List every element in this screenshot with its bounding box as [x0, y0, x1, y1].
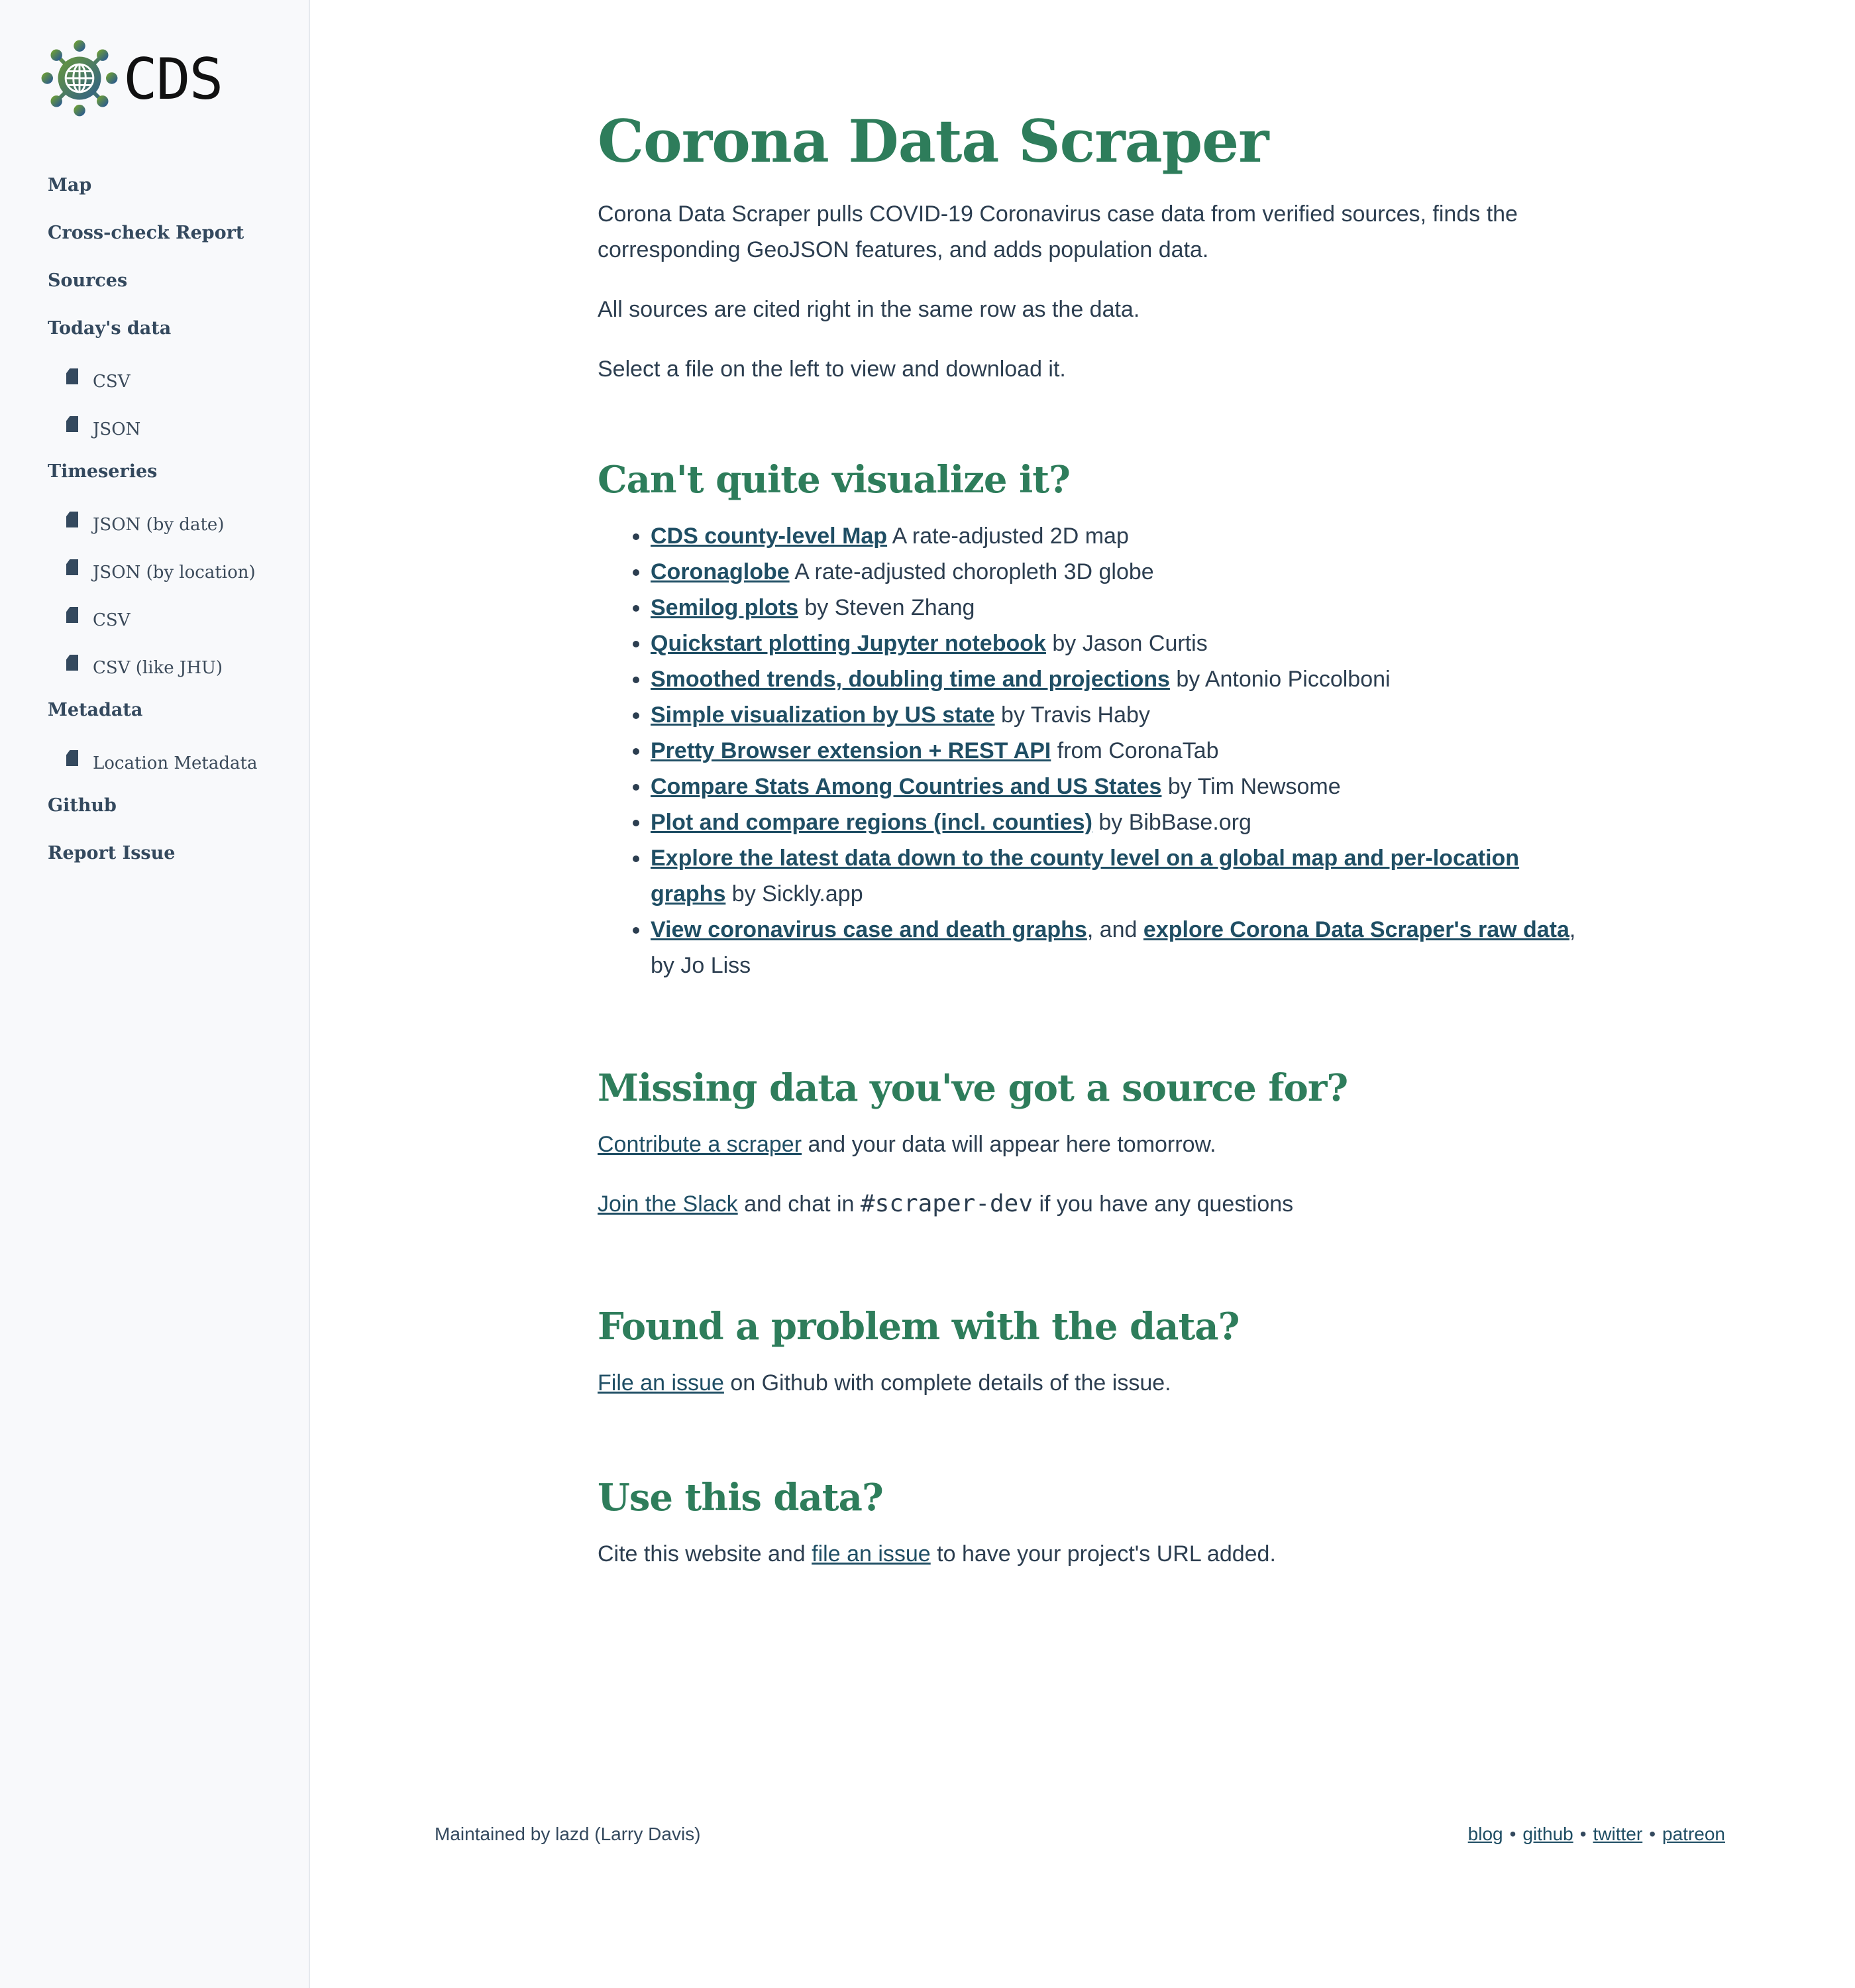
sidebar-item-metadata[interactable]: Metadata: [48, 700, 143, 720]
list-item-text: by Travis Haby: [994, 702, 1150, 728]
footer-link-patreon[interactable]: patreon: [1662, 1824, 1725, 1844]
missing-data-heading: Missing data you've got a source for?: [598, 1066, 1348, 1110]
slack-paragraph: [598, 1186, 1578, 1222]
list-item-text: A rate-adjusted 2D map: [887, 524, 1129, 549]
list-item: [651, 912, 1578, 983]
slack-channel: #scraper-dev: [860, 1190, 1034, 1217]
list-item: [651, 804, 1578, 840]
list-item: [651, 626, 1578, 661]
list-item-text: A rate-adjusted choropleth 3D globe: [789, 559, 1154, 584]
sidebar-item-todays-json[interactable]: [48, 406, 299, 453]
separator: •: [1579, 1824, 1587, 1844]
list-item-text: from CoronaTab: [1051, 738, 1219, 763]
sidebar-item-location-metadata[interactable]: [48, 740, 299, 787]
list-item-text: , and: [1086, 917, 1143, 942]
file-issue-link[interactable]: File an issue: [598, 1370, 724, 1396]
list-item-text: by BibBase.org: [1092, 810, 1251, 835]
sidebar-item-map[interactable]: Map: [48, 175, 92, 195]
file-issue-link-2[interactable]: file an issue: [812, 1541, 931, 1567]
viz-link-compare-stats[interactable]: Compare Stats Among Countries and US States: [651, 774, 1162, 799]
use-text-end: to have your project's URL added.: [930, 1541, 1276, 1567]
list-item: [651, 733, 1578, 769]
sidebar-item-label: CSV (like JHU): [93, 658, 223, 678]
sidebar-nav: [48, 167, 299, 883]
file-icon: [66, 416, 78, 432]
use-data-paragraph: [598, 1536, 1578, 1572]
sidebar-item-label: JSON: [93, 419, 141, 439]
virus-globe-icon: [41, 40, 118, 120]
sidebar-item-label: JSON (by location): [93, 563, 256, 582]
footer-links: [1468, 1821, 1725, 1848]
contribute-scraper-link[interactable]: Contribute a scraper: [598, 1132, 802, 1157]
viz-link-jupyter[interactable]: Quickstart plotting Jupyter notebook: [651, 631, 1046, 656]
viz-link-plot-regions[interactable]: Plot and compare regions (incl. counties): [651, 810, 1092, 835]
list-item: [651, 769, 1578, 804]
sidebar-item-label: CSV: [93, 372, 131, 392]
intro-paragraph: Corona Data Scraper pulls COVID-19 Coronavirus case data from verified sources, finds the corresponding GeoJSON features, and adds population data.: [598, 201, 1518, 262]
footer-link-twitter[interactable]: twitter: [1593, 1824, 1643, 1844]
slack-text: and chat in: [737, 1191, 861, 1217]
problem-text: on Github with complete details of the issue.: [723, 1370, 1171, 1396]
problem-paragraph: [598, 1365, 1578, 1401]
sidebar-item-todays-csv[interactable]: [48, 358, 299, 406]
list-item-text: , by Jo Liss: [651, 917, 1576, 978]
page-title: Corona Data Scraper: [598, 107, 1269, 176]
sidebar-item-label: Location Metadata: [93, 753, 258, 773]
viz-link-raw-data[interactable]: explore Corona Data Scraper's raw data: [1143, 917, 1569, 942]
footer-link-github[interactable]: github: [1522, 1824, 1573, 1844]
footer-maintainer: Maintained by lazd (Larry Davis): [435, 1824, 701, 1844]
sidebar-item-todays-data[interactable]: Today's data: [48, 318, 172, 339]
sidebar-item-label: JSON (by date): [93, 515, 225, 535]
sidebar-item-timeseries[interactable]: Timeseries: [48, 461, 158, 482]
list-item: [651, 518, 1578, 554]
viz-link-coronaglobe[interactable]: Coronaglobe: [651, 559, 790, 584]
visualization-list: [598, 518, 1578, 983]
sidebar-item-label: CSV: [93, 610, 131, 630]
sidebar-item-report-issue[interactable]: Report Issue: [48, 843, 176, 863]
list-item: [651, 697, 1578, 733]
list-item: [651, 554, 1578, 590]
sidebar-item-timeseries-json-by-location[interactable]: [48, 549, 299, 596]
list-item: [651, 661, 1578, 697]
contribute-text: and your data will appear here tomorrow.: [802, 1132, 1216, 1157]
list-item-text: by Antonio Piccolboni: [1169, 667, 1391, 692]
sidebar-item-cross-check-report[interactable]: Cross-check Report: [48, 223, 244, 243]
footer-link-blog[interactable]: blog: [1467, 1824, 1503, 1844]
use-data-heading: Use this data?: [598, 1476, 883, 1519]
contribute-paragraph: [598, 1127, 1578, 1162]
list-item-text: by Jason Curtis: [1045, 631, 1208, 656]
separator: •: [1649, 1824, 1656, 1844]
logo[interactable]: [41, 41, 222, 118]
file-icon: [66, 750, 78, 766]
file-icon: [66, 512, 78, 527]
list-item-text: by Sickly.app: [725, 881, 863, 907]
separator: •: [1509, 1824, 1516, 1844]
file-icon: [66, 607, 78, 623]
join-slack-link[interactable]: Join the Slack: [598, 1191, 738, 1217]
viz-link-browser-extension[interactable]: Pretty Browser extension + REST API: [651, 738, 1051, 763]
list-item: [651, 590, 1578, 626]
use-text: Cite this website and: [598, 1541, 812, 1567]
file-icon: [66, 368, 78, 384]
list-item-text: by Tim Newsome: [1161, 774, 1341, 799]
problem-heading: Found a problem with the data?: [598, 1305, 1240, 1349]
viz-link-sickly[interactable]: Explore the latest data down to the county level on a global map and per-location graphs: [651, 846, 1520, 907]
slack-text-end: if you have any questions: [1033, 1191, 1294, 1217]
list-item: [651, 840, 1578, 912]
viz-link-view-graphs[interactable]: View coronavirus case and death graphs: [651, 917, 1087, 942]
viz-link-semilog[interactable]: Semilog plots: [651, 595, 798, 620]
viz-link-smoothed-trends[interactable]: Smoothed trends, doubling time and projections: [651, 667, 1170, 692]
logo-text: CDS: [123, 46, 223, 113]
sidebar-item-timeseries-json-by-date[interactable]: [48, 501, 299, 549]
sidebar-item-sources[interactable]: Sources: [48, 270, 128, 291]
viz-link-us-state[interactable]: Simple visualization by US state: [651, 702, 995, 728]
list-item-text: by Steven Zhang: [798, 595, 975, 620]
sidebar-item-timeseries-csv-jhu[interactable]: [48, 644, 299, 692]
intro-select-note: Select a file on the left to view and download it.: [598, 357, 1066, 382]
intro-sources-note: All sources are cited right in the same row as the data.: [598, 297, 1140, 322]
file-icon: [66, 655, 78, 671]
sidebar-item-github[interactable]: Github: [48, 795, 117, 816]
file-icon: [66, 559, 78, 575]
sidebar: [0, 0, 310, 1988]
viz-link-cds-map[interactable]: CDS county-level Map: [651, 524, 888, 549]
sidebar-item-timeseries-csv[interactable]: [48, 596, 299, 644]
main-content: [598, 99, 1578, 1572]
visualize-heading: Can't quite visualize it?: [598, 458, 1070, 502]
